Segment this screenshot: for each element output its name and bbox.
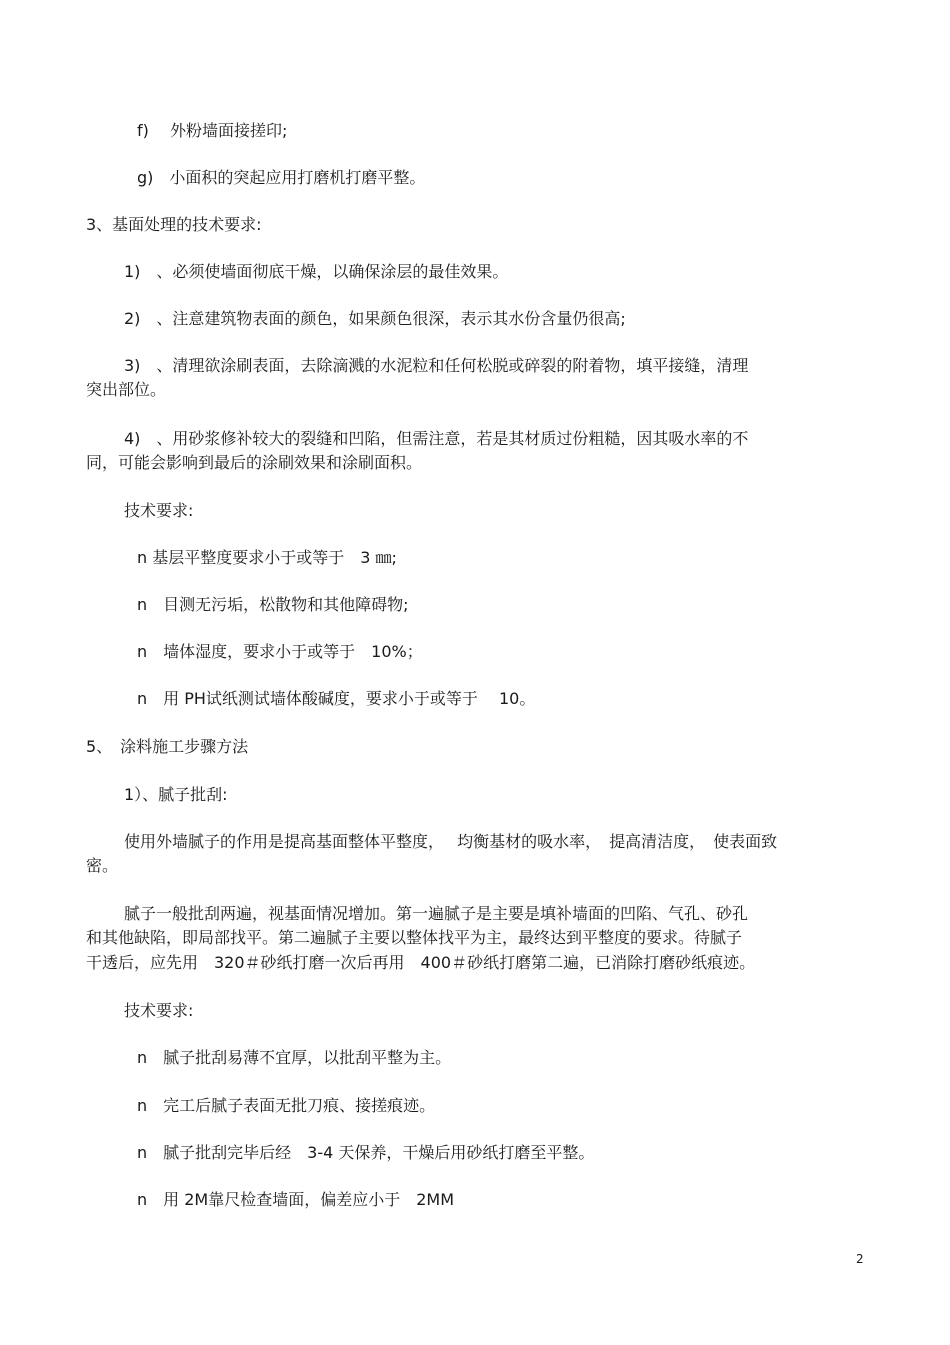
line-6: 3) 、清理欲涂刷表面，去除滴溅的水泥粒和任何松脱或碎裂的附着物，填平接缝，清理 <box>124 356 749 375</box>
line-24: n 完工后腻子表面无批刀痕、接搓痕迹。 <box>137 1096 436 1115</box>
line-5: 2) 、注意建筑物表面的颜色，如果颜色很深，表示其水份含量仍很高; <box>124 309 626 328</box>
line-11: n 基层平整度要求小于或等于 3 ㎜; <box>137 548 397 567</box>
line-1: f) 外粉墙面接搓印; <box>137 121 288 140</box>
line-9: 同，可能会影响到最后的涂刷效果和涂刷面积。 <box>86 453 423 472</box>
line-3: 3、基面处理的技术要求: <box>86 215 262 234</box>
line-10: 技术要求: <box>124 501 194 520</box>
line-4: 1) 、必须使墙面彻底干燥，以确保涂层的最佳效果。 <box>124 262 509 281</box>
page-number: 2 <box>856 1252 864 1266</box>
line-18: 密。 <box>86 856 119 875</box>
line-17: 使用外墙腻子的作用是提高基面整体平整度， 均衡基材的吸水率， 提高清洁度， 使表面致 <box>124 832 778 851</box>
line-16: 1）、腻子批刮: <box>124 785 228 804</box>
line-13: n 墙体湿度，要求小于或等于 10%； <box>137 642 423 661</box>
line-26: n 用 2M靠尺检查墙面，偏差应小于 2MM <box>137 1190 455 1209</box>
line-25: n 腻子批刮完毕后经 3-4 天保养，干燥后用砂纸打磨至平整。 <box>137 1143 595 1162</box>
line-23: n 腻子批刮易薄不宜厚，以批刮平整为主。 <box>137 1048 452 1067</box>
line-12: n 目测无污垢，松散物和其他障碍物; <box>137 595 409 614</box>
line-21: 干透后，应先用 320＃砂纸打磨一次后再用 400＃砂纸打磨第二遍，已消除打磨砂纸痕迹。 <box>86 953 756 972</box>
line-14: n 用 PH试纸测试墙体酸碱度，要求小于或等于 10。 <box>137 689 536 708</box>
line-22: 技术要求: <box>124 1001 194 1020</box>
line-7: 突出部位。 <box>86 380 167 399</box>
line-19: 腻子一般批刮两遍，视基面情况增加。第一遍腻子是主要是填补墙面的凹陷、气孔、砂孔 <box>124 904 749 923</box>
line-20: 和其他缺陷，即局部找平。第二遍腻子主要以整体找平为主，最终达到平整度的要求。待腻子 <box>86 928 743 947</box>
line-2: g) 小面积的突起应用打磨机打磨平整。 <box>137 168 426 187</box>
line-8: 4) 、用砂浆修补较大的裂缝和凹陷，但需注意，若是其材质过份粗糙，因其吸水率的不 <box>124 429 749 448</box>
line-15: 5、 涂料施工步骤方法 <box>86 737 249 756</box>
